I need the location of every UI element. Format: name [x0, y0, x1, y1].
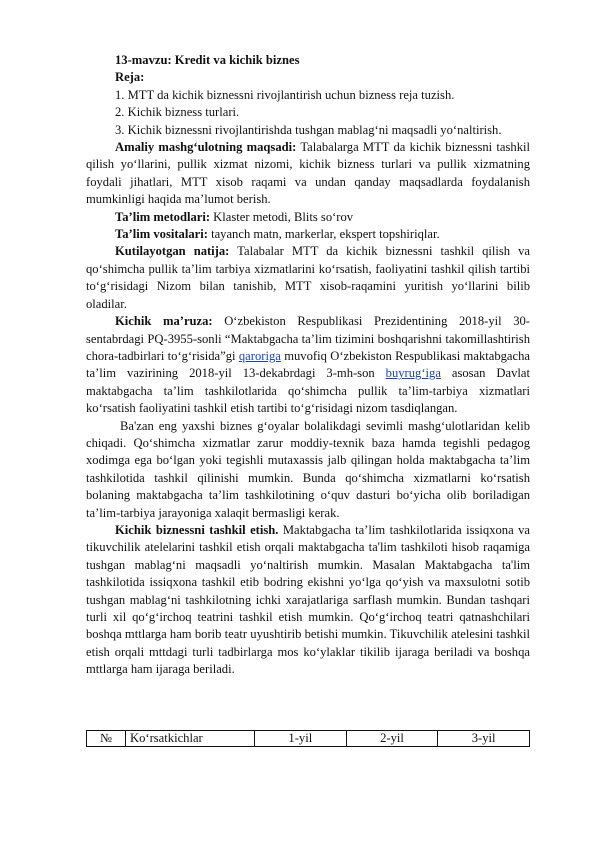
table-header-number: №: [87, 731, 126, 747]
indicators-table: [86, 730, 530, 747]
table-header-year-3: 3-yil: [438, 731, 530, 747]
small-business-label: Kichik biznessni tashkil etish.: [115, 522, 279, 537]
ideas-paragraph: Ba'zan eng yaxshi biznes g‘oyalar bolalikdagi sevimli mashg‘ulotlaridan kelib chiqadi. Qo‘shimcha xizmatlar zarur moddiy-texnik baza hamda tegishli pedagog xodimga ega bo‘lgan yoki tegishli mutaxassis jalb qilingan holda maktabgacha ta’lim tashkilotida tashkil qilinishi mumkin. Bunda qo‘shimcha xizmatlarni ko‘rsatish bolaning maktabgacha ta’lim tashkilotining o‘quv dasturi bo‘yicha olib boriladigan ta’lim-tarbiya jarayoniga xalaqit bermasligi kerak.: [86, 418, 530, 520]
plan-item-1: 1. MTT da kichik biznessni rivojlantirish uchun bizness reja tuzish.: [115, 87, 455, 102]
table-header-indicators: Ko‘rsatkichlar: [126, 731, 255, 747]
document-body: [86, 52, 530, 679]
tools-label: Ta’lim vositalari:: [115, 227, 208, 242]
plan-item-2: 2. Kichik bizness turlari.: [115, 105, 240, 120]
methods-text: Klaster metodi, Blits so‘rov: [210, 209, 354, 224]
methods-paragraph: [86, 209, 530, 226]
qaroriga-link[interactable]: qaroriga: [238, 348, 281, 363]
small-business-paragraph: [86, 522, 530, 679]
buyrugiga-link[interactable]: buyrug‘iga: [385, 366, 441, 381]
topic-title: 13-mavzu: Kredit va kichik biznes: [115, 53, 300, 67]
goal-text: Talabalarga MTT da kichik biznessni tashkil qilish yo‘llarini, pullik xizmat nizomi, kichik bizness turlari va pullik xizmatning foydali jihatlari, MTT xisob raqami va undan qanday maqsadlarda foydalanish mumkinligi haqida ma’lumot berish.: [86, 140, 530, 207]
lecture-paragraph: [86, 313, 530, 417]
lecture-label: Kichik ma’ruza:: [115, 314, 213, 329]
table-header-row: [87, 731, 530, 747]
goal-label: Amaliy mashg‘ulotning maqsadi:: [115, 140, 297, 155]
lecture-text-2: muvofiq O‘zbekiston Respublikasi maktabgacha ta’lim vazirining 2018-yil 13-dekabrdagi 3-mh-son: [86, 348, 530, 381]
goal-paragraph: [86, 139, 530, 209]
table-header-year-2: 2-yil: [346, 731, 438, 747]
lecture-text-1: O‘zbekiston Respublikasi Prezidentining 2018-yil 30-sentabrdagi PQ-3955-sonli “Maktabgacha ta’lim tizimini boshqarishni takomillashtirish chora-tadbirlari to‘g‘risida”gi: [86, 314, 530, 363]
methods-label: Ta’lim metodlari:: [115, 209, 211, 224]
result-text: Talabalar MTT da kichik biznessni tashkil qilish va qo‘shimcha pullik ta’lim tarbiya xizmatlarini ko‘rsatish, faoliyatini tashkil qilish tartibi to‘g‘risidagi Nizom bilan tanishib, MTT xisob-raqamini yuritish yo‘llarini bilib oladilar.: [86, 244, 530, 311]
lecture-text-3: asosan Davlat maktabgacha ta’lim tashkilotlarida qo‘shimcha pullik ta’lim-tarbiya xizmatlari ko‘rsatish faoliyatini tashkil etish tartibi to‘g‘risidagi nizom tasdiqlangan.: [86, 366, 530, 416]
plan-item-3: 3. Kichik biznessni rivojlantirishda tushgan mablag‘ni maqsadli yo‘naltirish.: [115, 122, 502, 137]
tools-paragraph: [86, 226, 530, 243]
result-paragraph: [86, 243, 530, 313]
plan-heading: Reja:: [115, 70, 145, 85]
small-business-text: Maktabgacha ta’lim tashkilotlarida issiqxona va tikuvchilik atelelarini tashkil etish orqali maktabgacha ta'lim tashkiloti hisob raqamiga tushgan mablag‘ni maqsadli yo‘naltirish mumkin. Masalan Maktabgacha ta'lim tashkilotida issiqxona tashkil etib bodring ekishni yo‘lga qo‘yish va maxsulotni sotib tushgan mablag‘ni tashkilotning ichki xarajatlariga sarflash mumkin. Bundan tashqari turli xil qo‘g‘irchoq teatrini tashkil etish mumkin. Qo‘g‘irchoq teatri qatnashchilari boshqa mttlarga ham borib teatr uyushtirib betishi mumkin. Tikuvchilik atelesini tashkil etish orqali mttdagi turli tadbirlarga mos ko‘ylaklar tikilib ijaraga beriladi va boshqa mttlarga ham ijaraga beriladi.: [86, 522, 530, 677]
tools-text: tayanch matn, markerlar, ekspert topshiriqlar.: [207, 227, 440, 242]
table-header-year-1: 1-yil: [255, 731, 347, 747]
result-label: Kutilayotgan natija:: [115, 244, 230, 259]
